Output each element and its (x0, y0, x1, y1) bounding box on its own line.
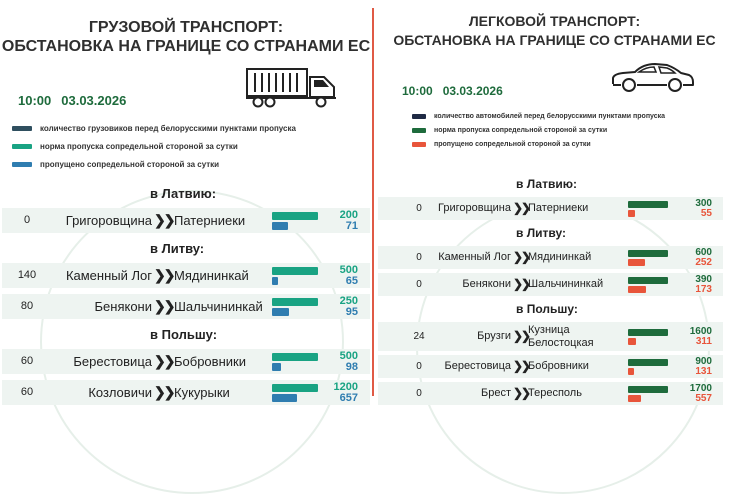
legend-label: количество грузовиков перед белорусскими пунктами пропуска (40, 124, 296, 133)
left-legend-item (12, 160, 219, 169)
norm-value: 900 (695, 355, 712, 367)
passed-value: 95 (345, 305, 358, 318)
right-crossing-row (378, 197, 723, 220)
passed-bar (628, 368, 634, 375)
chevron-right-icon: ❯❯ (513, 201, 530, 215)
truck-panel-title (0, 18, 372, 56)
to-checkpoint: Патерниеки (174, 213, 246, 228)
passed-value: 657 (339, 391, 358, 404)
norm-value: 300 (695, 197, 712, 209)
truck-icon (246, 66, 338, 108)
queue-count: 60 (20, 355, 34, 367)
right-crossing-row (378, 355, 723, 378)
norm-value: 200 (339, 208, 358, 221)
legend-label: пропущено сопредельной стороной за сутки (40, 160, 220, 169)
norm-value: 390 (695, 273, 712, 285)
car-time: 10:00 (402, 84, 433, 98)
passed-value: 252 (695, 256, 712, 268)
norm-bar (272, 384, 318, 392)
legend-label: норма пропуска сопредельной стороной за сутки (40, 142, 238, 151)
chevron-right-icon: ❯❯ (154, 212, 174, 228)
panel-divider (372, 8, 374, 396)
to-checkpoint: Тересполь (528, 387, 582, 399)
queue-count: 0 (416, 202, 422, 214)
car-icon (609, 60, 695, 94)
left-section-heading: в Латвию: (150, 186, 217, 201)
norm-value: 1200 (333, 380, 358, 393)
norm-bar (628, 329, 668, 336)
passed-bar (628, 338, 636, 345)
chevron-right-icon: ❯❯ (513, 277, 530, 291)
chevron-right-icon: ❯❯ (513, 329, 530, 343)
from-checkpoint: Григоровщина (65, 213, 152, 228)
passed-bar (628, 210, 635, 217)
passed-value: 98 (345, 360, 358, 373)
queue-count: 0 (416, 360, 422, 372)
legend-swatch (12, 162, 32, 167)
to-checkpoint: Кузница Белостоцкая (528, 324, 594, 349)
from-checkpoint: Козловичи (88, 385, 152, 400)
truck-panel (0, 0, 372, 404)
norm-bar (272, 298, 318, 306)
right-legend-item (412, 127, 607, 134)
left-section-heading: в Литву: (150, 241, 205, 256)
right-crossing-row (378, 273, 723, 296)
legend-label: норма пропуска сопредельной стороной за сутки (434, 127, 608, 134)
from-checkpoint: Брест (481, 387, 511, 399)
to-checkpoint: Мядининкай (528, 251, 592, 263)
right-crossing-row (378, 246, 723, 269)
to-checkpoint: Кукурыки (174, 385, 230, 400)
passed-bar (272, 277, 278, 285)
legend-swatch (12, 126, 32, 131)
norm-value: 500 (339, 349, 358, 362)
right-legend-item (412, 113, 665, 120)
left-crossing-row (2, 208, 370, 233)
car-date: 03.03.2026 (442, 84, 503, 98)
legend-swatch (412, 114, 426, 119)
right-legend-item (412, 141, 591, 148)
legend-swatch (412, 142, 426, 147)
passed-value: 173 (695, 283, 712, 295)
from-checkpoint: Каменный Лог (65, 268, 152, 283)
norm-bar (628, 250, 668, 257)
legend-swatch (12, 144, 32, 149)
left-crossing-row (2, 263, 370, 288)
passed-bar (272, 308, 289, 316)
chevron-right-icon: ❯❯ (513, 359, 530, 373)
to-checkpoint: Бобровники (174, 354, 246, 369)
left-crossing-row (2, 349, 370, 374)
legend-swatch (412, 128, 426, 133)
passed-value: 557 (695, 392, 712, 404)
truck-date: 03.03.2026 (61, 93, 127, 108)
norm-value: 1600 (689, 325, 712, 337)
passed-bar (272, 222, 288, 230)
passed-value: 55 (700, 207, 712, 219)
chevron-right-icon: ❯❯ (154, 384, 174, 400)
to-checkpoint: Мядининкай (174, 268, 249, 283)
watermark-emblem (40, 190, 344, 494)
to-checkpoint: Шальчининкай (528, 278, 604, 290)
queue-count: 140 (17, 269, 37, 281)
chevron-right-icon: ❯❯ (154, 298, 174, 314)
norm-bar (628, 359, 668, 366)
queue-count: 0 (416, 251, 422, 263)
from-checkpoint: Григоровщина (438, 202, 511, 214)
car-title-line2: ОБСТАНОВКА НА ГРАНИЦЕ СО СТРАНАМИ ЕС (393, 32, 716, 48)
chevron-right-icon: ❯❯ (513, 250, 530, 264)
left-legend-item (12, 124, 296, 133)
queue-count: 0 (416, 387, 422, 399)
to-checkpoint: Шальчининкай (174, 299, 263, 314)
chevron-right-icon: ❯❯ (154, 267, 174, 283)
left-section-heading: в Польшу: (150, 327, 218, 342)
passed-value: 71 (345, 219, 358, 232)
passed-value: 65 (345, 274, 358, 287)
queue-count: 60 (20, 386, 34, 398)
left-crossing-row (2, 380, 370, 405)
passed-bar (272, 363, 281, 371)
truck-title-line1: ГРУЗОВОЙ ТРАНСПОРТ: (88, 19, 284, 36)
right-section-heading: в Латвию: (516, 177, 577, 191)
to-checkpoint: Бобровники (528, 360, 589, 372)
truck-datetime (18, 93, 136, 108)
car-datetime (402, 84, 513, 98)
to-checkpoint: Патерниеки (528, 202, 589, 214)
norm-bar (628, 386, 668, 393)
queue-count: 24 (413, 330, 425, 342)
legend-label: количество автомобилей перед белорусскими пунктами пропуска (434, 113, 666, 120)
from-checkpoint: Брузги (477, 330, 511, 342)
right-section-heading: в Польшу: (516, 302, 578, 316)
right-section-heading: в Литву: (516, 226, 566, 240)
passed-bar (628, 259, 645, 266)
norm-value: 1700 (689, 382, 712, 394)
norm-bar (272, 267, 318, 275)
car-title-line1: ЛЕГКОВОЙ ТРАНСПОРТ: (468, 13, 641, 29)
car-panel-title (376, 12, 733, 50)
from-checkpoint: Бенякони (462, 278, 511, 290)
left-legend-item (12, 142, 238, 151)
from-checkpoint: Каменный Лог (438, 251, 511, 263)
passed-value: 131 (695, 365, 712, 377)
chevron-right-icon: ❯❯ (513, 386, 530, 400)
truck-title-line2: ОБСТАНОВКА НА ГРАНИЦЕ СО СТРАНАМИ ЕС (1, 38, 371, 55)
legend-label: пропущено сопредельной стороной за сутки (434, 141, 591, 148)
queue-count: 0 (416, 278, 422, 290)
from-checkpoint: Бенякони (94, 299, 152, 314)
norm-value: 600 (695, 246, 712, 258)
passed-bar (272, 394, 297, 402)
queue-count: 80 (20, 300, 34, 312)
right-crossing-row (378, 382, 723, 405)
from-checkpoint: Берестовица (73, 354, 152, 369)
passed-bar (628, 395, 641, 402)
norm-bar (628, 201, 668, 208)
truck-time: 10:00 (18, 93, 52, 108)
queue-count: 0 (23, 214, 31, 226)
norm-bar (272, 353, 318, 361)
norm-value: 250 (339, 294, 358, 307)
norm-bar (628, 277, 668, 284)
passed-bar (628, 286, 646, 293)
from-checkpoint: Берестовица (444, 360, 511, 372)
car-panel (376, 0, 733, 404)
right-crossing-row (378, 322, 723, 351)
left-crossing-row (2, 294, 370, 319)
passed-value: 311 (695, 335, 712, 347)
norm-value: 500 (339, 263, 358, 276)
chevron-right-icon: ❯❯ (154, 353, 174, 369)
norm-bar (272, 212, 318, 220)
